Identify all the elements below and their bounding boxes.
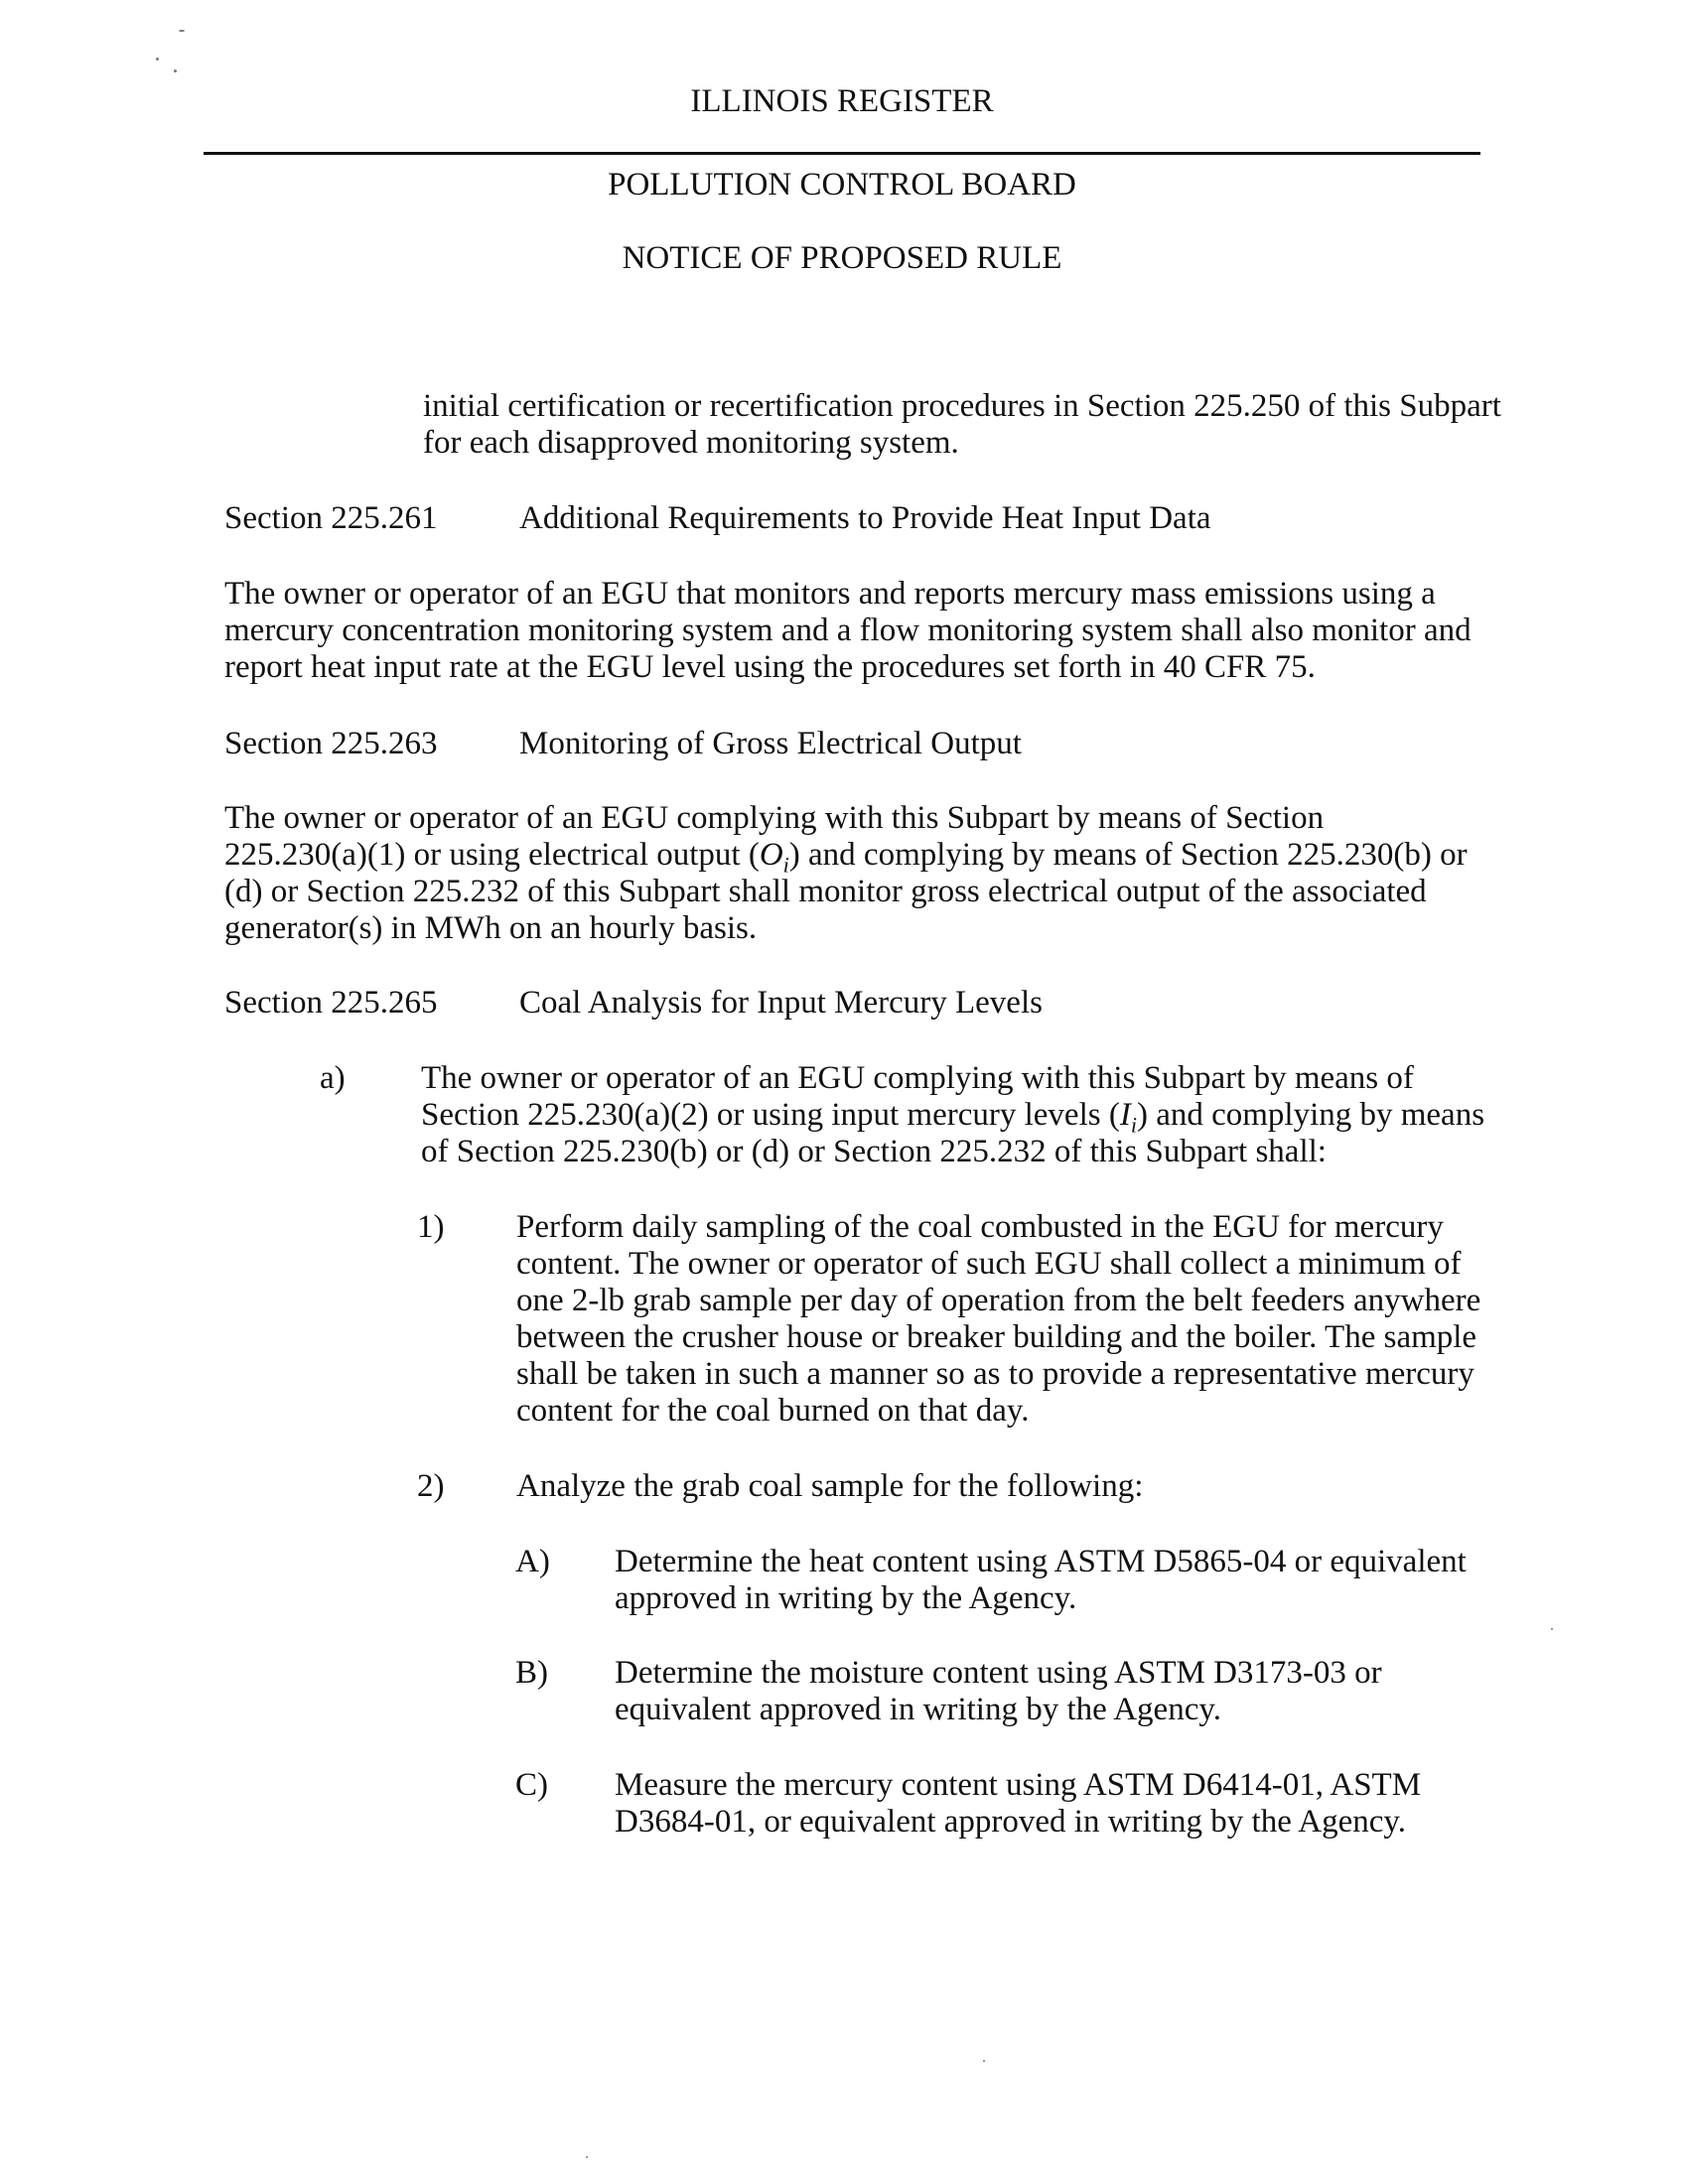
subsection-line: of Section 225.230(b) or (d) or Section 225.232 of this Subpart shall: <box>421 1134 1327 1169</box>
subitem-label: B) <box>515 1655 548 1691</box>
subitem-label: A) <box>515 1544 550 1579</box>
paragraph-line: The owner or operator of an EGU complying with this Subpart by means of Section <box>224 800 1325 836</box>
subitem-label: C) <box>515 1767 548 1803</box>
section-number: Section 225.261 <box>224 500 438 536</box>
item-line: content for the coal burned on that day. <box>516 1393 1030 1429</box>
paragraph-line: mercury concentration monitoring system and a flow monitoring system shall also monitor and <box>224 613 1472 648</box>
symbol-i: I <box>1119 1097 1131 1133</box>
scan-speck <box>179 30 185 32</box>
subitem-line: approved in writing by the Agency. <box>615 1580 1077 1616</box>
item-line: shall be taken in such a manner so as to provide a representative mercury <box>516 1356 1474 1392</box>
subsection-line: The owner or operator of an EGU complying with this Subpart by means of <box>421 1060 1414 1096</box>
text-run: Section 225.230(a)(2) or using input mercury levels ( <box>421 1097 1120 1133</box>
item-label: 2) <box>417 1468 445 1504</box>
subsection-label: a) <box>320 1060 346 1096</box>
section-title: Monitoring of Gross Electrical Output <box>519 726 1022 761</box>
text-run: ) and complying by means of Section 225.230(b) or <box>788 837 1468 873</box>
subitem-line: D3684-01, or equivalent approved in writing by the Agency. <box>615 1804 1407 1840</box>
paragraph-line: generator(s) in MWh on an hourly basis. <box>224 910 758 946</box>
item-line: Analyze the grab coal sample for the following: <box>516 1468 1144 1504</box>
paragraph-line: report heat input rate at the EGU level using the procedures set forth in 40 CFR 75. <box>224 649 1316 685</box>
symbol-subscript: i <box>782 852 789 878</box>
section-title: Coal Analysis for Input Mercury Levels <box>519 985 1043 1021</box>
symbol-subscript: i <box>1130 1112 1137 1138</box>
text-run: 225.230(a)(1) or using electrical output ( <box>224 837 760 873</box>
notice-title: NOTICE OF PROPOSED RULE <box>622 240 1062 276</box>
scan-speck <box>1551 1628 1553 1630</box>
subitem-line: Determine the moisture content using ASTM D3173-03 or <box>615 1655 1382 1691</box>
scan-speck <box>586 2156 588 2158</box>
item-line: content. The owner or operator of such EGU shall collect a minimum of <box>516 1246 1462 1282</box>
item-line: one 2-lb grab sample per day of operation from the belt feeders anywhere <box>516 1283 1481 1318</box>
text-run: ) and complying by means <box>1136 1097 1485 1133</box>
scan-speck <box>156 58 159 61</box>
item-line: between the crusher house or breaker building and the boiler. The sample <box>516 1319 1477 1355</box>
symbol-o: O <box>759 837 783 873</box>
register-title: ILLINOIS REGISTER <box>690 83 994 119</box>
section-number: Section 225.265 <box>224 985 438 1021</box>
scan-speck <box>983 2060 985 2062</box>
subitem-line: Determine the heat content using ASTM D5865-04 or equivalent <box>615 1544 1467 1579</box>
intro-line: for each disapproved monitoring system. <box>423 425 959 461</box>
scan-speck <box>174 69 177 72</box>
section-title: Additional Requirements to Provide Heat Input Data <box>519 500 1211 536</box>
header-rule <box>204 152 1480 155</box>
paragraph-line: (d) or Section 225.232 of this Subpart shall monitor gross electrical output of the associated <box>224 874 1427 909</box>
subitem-line: equivalent approved in writing by the Agency. <box>615 1692 1221 1727</box>
paragraph-line: The owner or operator of an EGU that monitors and reports mercury mass emissions using a <box>224 576 1436 612</box>
intro-line: initial certification or recertification procedures in Section 225.250 of this Subpart <box>423 388 1501 424</box>
board-title: POLLUTION CONTROL BOARD <box>608 167 1076 203</box>
subitem-line: Measure the mercury content using ASTM D6414-01, ASTM <box>615 1767 1422 1803</box>
item-line: Perform daily sampling of the coal combusted in the EGU for mercury <box>516 1209 1444 1245</box>
section-number: Section 225.263 <box>224 726 438 761</box>
item-label: 1) <box>417 1209 445 1245</box>
